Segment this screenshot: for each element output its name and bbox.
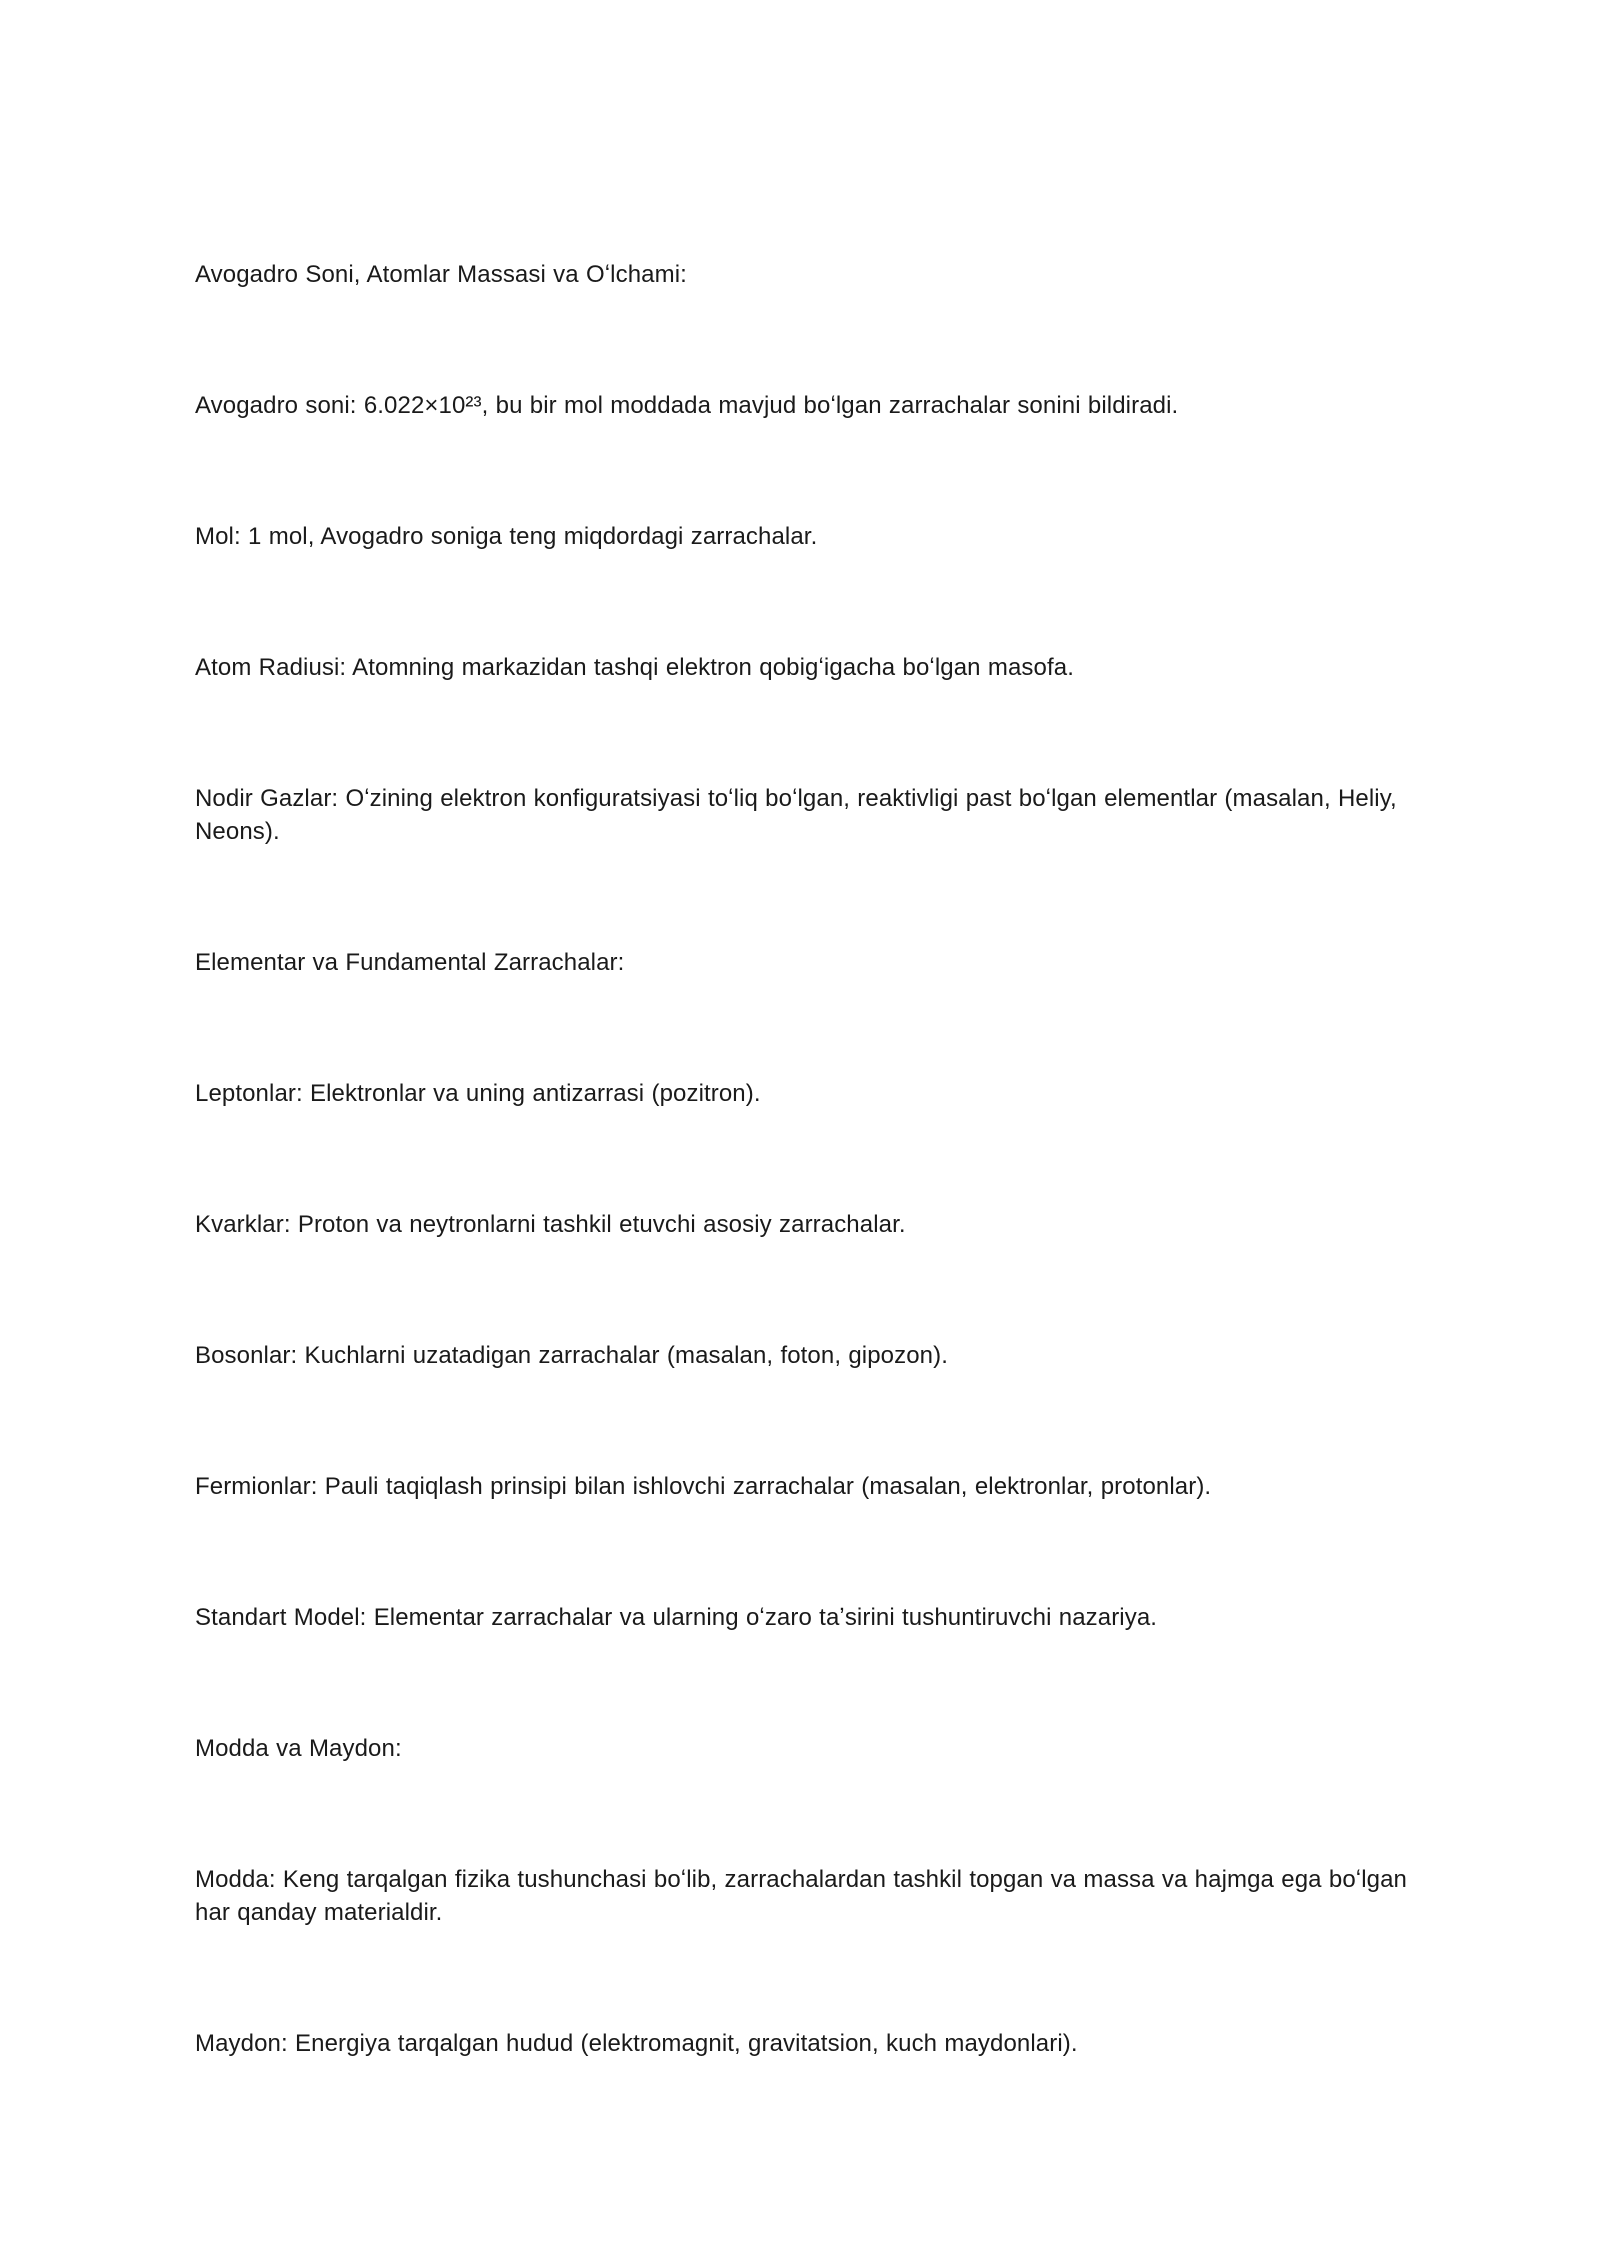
paragraph-bosons: Bosonlar: Kuchlarni uzatadigan zarrachalar (masalan, foton, gipozon).: [195, 1342, 948, 1369]
paragraph-atom-radius: Atom Radiusi: Atomning markazidan tashqi elektron qobigʻigacha boʻlgan masofa.: [195, 654, 1074, 681]
section-heading-avogadro: Avogadro Soni, Atomlar Massasi va Oʻlchami:: [195, 261, 687, 288]
section-heading-particles: Elementar va Fundamental Zarrachalar:: [195, 949, 625, 976]
paragraph-mol: Mol: 1 mol, Avogadro soniga teng miqdordagi zarrachalar.: [195, 523, 818, 550]
paragraph-noble-gases: Nodir Gazlar: Oʻzining elektron konfiguratsiyasi toʻliq boʻlgan, reaktivligi past boʻlgan elementlar (masalan, Heliy, Neons).: [195, 785, 1397, 845]
section-heading-matter-field: Modda va Maydon:: [195, 1735, 402, 1762]
paragraph-matter: Modda: Keng tarqalgan fizika tushunchasi boʻlib, zarrachalardan tashkil topgan va massa va hajmga ega boʻlgan har qanday materialdir.: [195, 1866, 1407, 1926]
paragraph-fermions: Fermionlar: Pauli taqiqlash prinsipi bilan ishlovchi zarrachalar (masalan, elektronlar, protonlar).: [195, 1473, 1212, 1500]
paragraph-avogadro-number: Avogadro soni: 6.022×10²³, bu bir mol moddada mavjud boʻlgan zarrachalar sonini bildiradi.: [195, 392, 1179, 419]
paragraph-standard-model: Standart Model: Elementar zarrachalar va ularning oʻzaro taʼsirini tushuntiruvchi nazariya.: [195, 1604, 1158, 1631]
document-body: [195, 258, 1430, 2060]
paragraph-quarks: Kvarklar: Proton va neytronlarni tashkil etuvchi asosiy zarrachalar.: [195, 1211, 906, 1238]
paragraph-field: Maydon: Energiya tarqalgan hudud (elektromagnit, gravitatsion, kuch maydonlari).: [195, 2030, 1078, 2057]
paragraph-leptons: Leptonlar: Elektronlar va uning antizarrasi (pozitron).: [195, 1080, 761, 1107]
